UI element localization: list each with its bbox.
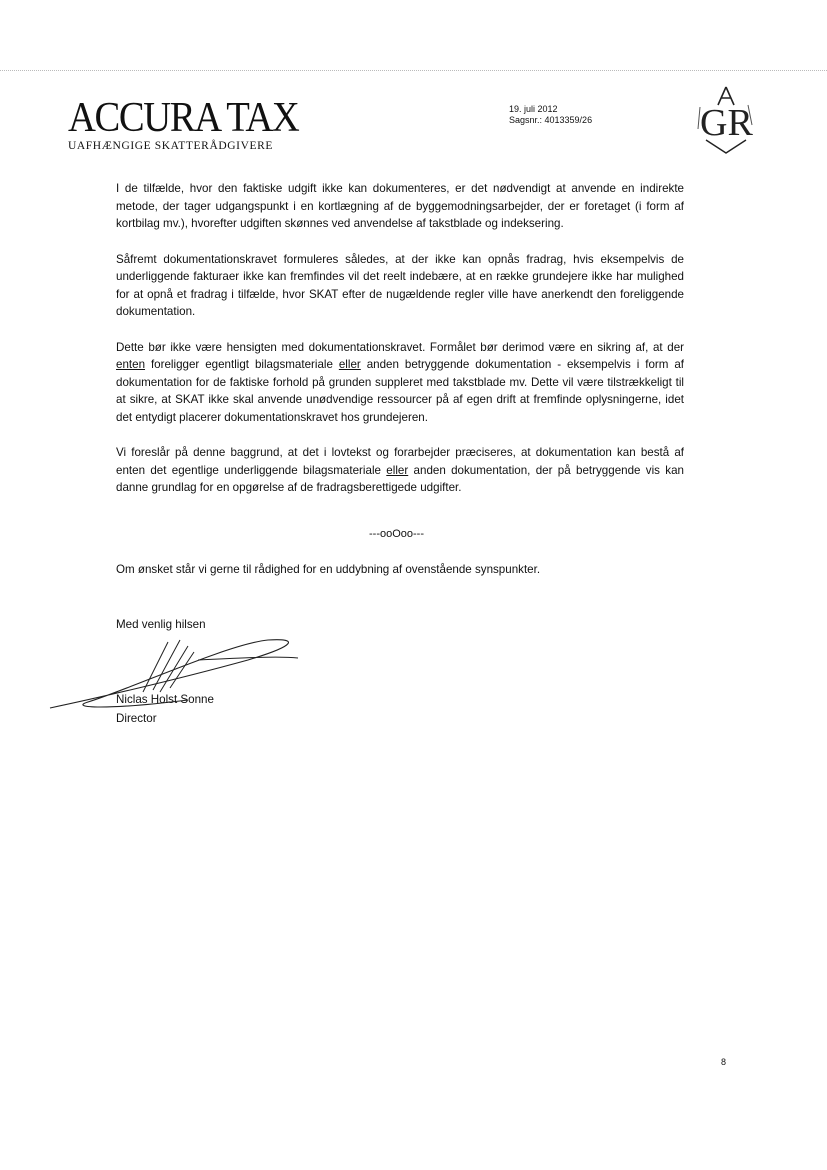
signer-name: Niclas Holst Sonne <box>116 693 214 706</box>
letter-body <box>116 180 684 515</box>
underlined-word: eller <box>338 358 361 371</box>
company-name: ACCURA TAX <box>68 95 299 141</box>
page-number: 8 <box>721 1057 727 1067</box>
company-tagline: UAFHÆNGIGE SKATTERÅDGIVERE <box>68 140 274 152</box>
letterhead-brand <box>68 95 318 152</box>
paragraph: Såfremt dokumentationskravet formuleres således, at der ikke kan opnås fradrag, hvis eksempelvis de underliggende fakturaer ikke kan fremfindes vil det reelt indebære, at en række grundejere ikke har mulighed for at opnå et fradrag i tilfælde, hvor SKAT efter de nugældende regler ville have anerkendt den foreliggende dokumentation. <box>116 252 684 318</box>
top-divider <box>0 70 827 71</box>
underlined-word: eller <box>386 463 409 477</box>
signer-title: Director <box>116 712 157 725</box>
paragraph: Dette bør ikke være hensigten med dokumentationskravet. Formålet bør derimod være en sikring af, at der enten foreligger egentligt bilagsmateriale eller anden betryggende dokumentation - eksempelvis i form af dokumentation for de faktiske forhold på grunden suppleret med takstblade mv. Dette vil være tilstrækkeligt til at sikre, at SKAT ikke skal anvende unødvendige ressourcer på af egen drift at fremfinde oplysningerne, idet det entydigt placerer dokumentationskravet hos grundejeren. <box>116 340 685 424</box>
closing-greeting: Med venlig hilsen <box>116 618 206 631</box>
closing-offer: Om ønsket står vi gerne til rådighed for en uddybning af ovenstående synspunkter. <box>116 563 541 576</box>
paragraph: I de tilfælde, hvor den faktiske udgift ikke kan dokumenteres, er det nødvendigt at anvende en indirekte metode, der tager udgangspunkt i en kortlægning af de byggemodningsarbejder, der er foretaget (i form af kortbilag mv.), hvorefter udgiften skønnes ved anvendelse af takstblade og indeksering. <box>116 182 684 230</box>
monogram-logo-icon <box>696 85 756 155</box>
logo-letters: GR <box>700 102 753 144</box>
underlined-word: enten <box>116 358 146 371</box>
signer-block <box>116 690 214 728</box>
letter-meta <box>509 104 592 126</box>
case-number: Sagsnr.: 4013359/26 <box>509 115 593 125</box>
section-divider: ---ooOoo--- <box>369 528 425 540</box>
paragraph: Vi foreslår på denne baggrund, at det i lovtekst og forarbejder præciseres, at dokumentation kan bestå af enten det egentlige underliggende bilagsmateriale eller anden dokumentation, der på betryggende vis kan danne grundlag for en opgørelse af de fradragsberettigede udgifter. <box>116 446 684 494</box>
letter-date: 19. juli 2012 <box>509 104 558 114</box>
